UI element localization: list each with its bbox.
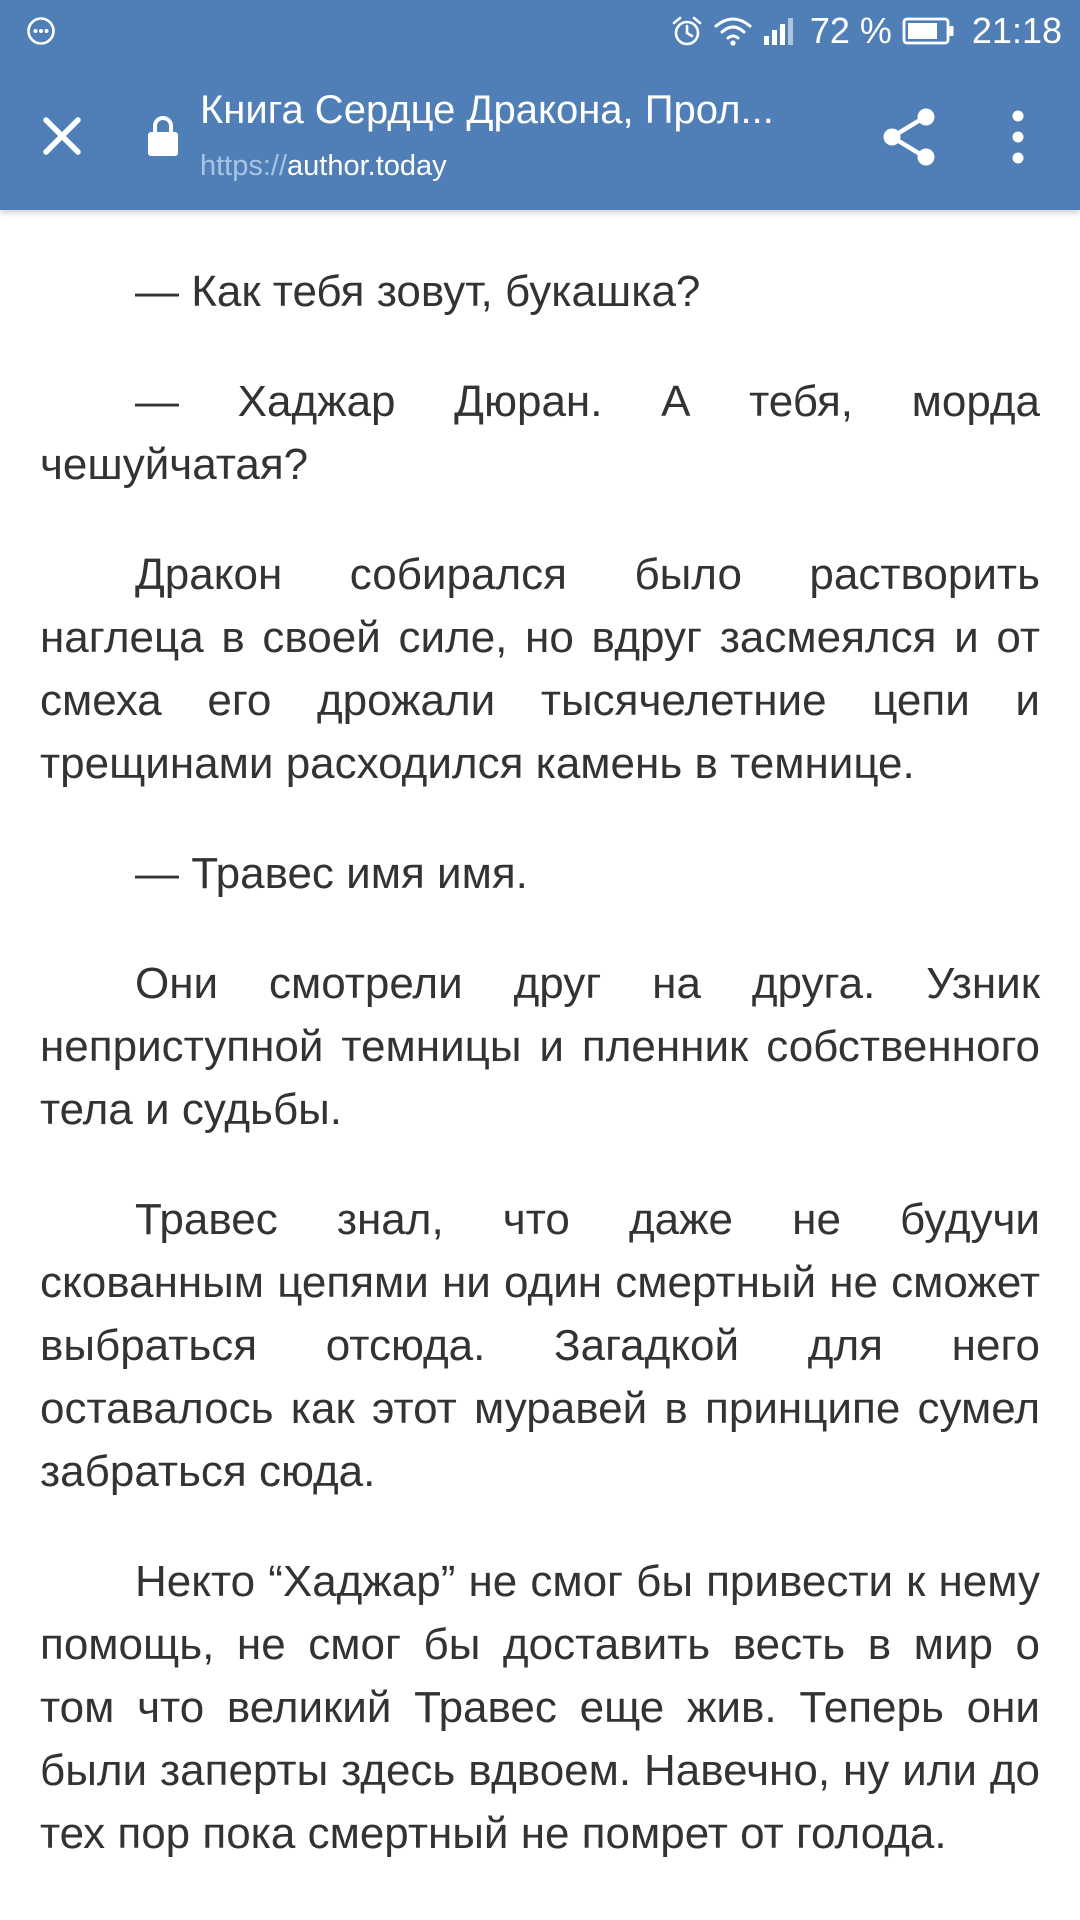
article-paragraph: Травес знал, что даже не будучи скованным цепями ни один смертный не сможет выбраться отсюда. Загадкой для него оставалось как этот муравей в принципе сумел забраться сюда. [40, 1195, 1040, 1496]
more-vert-icon[interactable] [1000, 106, 1036, 168]
article-paragraph: — Как тебя зовут, букашка? [135, 267, 701, 316]
battery-percent: 72 % [809, 10, 892, 51]
url-scheme: https:// [200, 150, 288, 182]
share-icon[interactable] [880, 106, 938, 168]
chat-bubble-icon [26, 16, 56, 46]
custom-tab-toolbar [0, 0, 1080, 210]
battery-icon [902, 16, 956, 46]
status-icons [670, 0, 1062, 62]
status-bar [0, 0, 1080, 62]
article-paragraph: Дракон собирался было растворить наглеца в своей силе, но вдруг засмеялся и от смеха его дрожали тысячелетние цепи и трещинами расходился камень в темнице. [40, 550, 1040, 788]
article-paragraph: — Хаджар Дюран. А тебя, морда чешуйчатая? [40, 377, 1040, 489]
url-host: author.today [287, 150, 447, 182]
page-title[interactable]: Книга Сердце Дракона, Прол... [200, 88, 774, 132]
article-paragraph: — Травес имя имя. [135, 849, 528, 898]
wifi-icon [714, 16, 752, 46]
browser-toolbar [0, 62, 1080, 210]
page-url[interactable] [200, 150, 447, 183]
clock: 21:18 [971, 10, 1062, 51]
alarm-icon [670, 14, 704, 48]
signal-icon [762, 16, 796, 46]
lock-icon [146, 114, 180, 158]
article-paragraph: Некто “Хаджар” не смог бы привести к нему помощь, не смог бы доставить весть в мир о том что великий Травес еще жив. Теперь они были заперты здесь вдвоем. Навечно, ну или до тех пор пока смертный не помрет от голода. [40, 1557, 1040, 1858]
article-content[interactable] [40, 150, 1040, 1912]
close-icon[interactable] [34, 108, 90, 164]
article-paragraph: Они смотрели друг на друга. Узник неприступной темницы и пленник собственного тела и судьбы. [40, 959, 1040, 1134]
